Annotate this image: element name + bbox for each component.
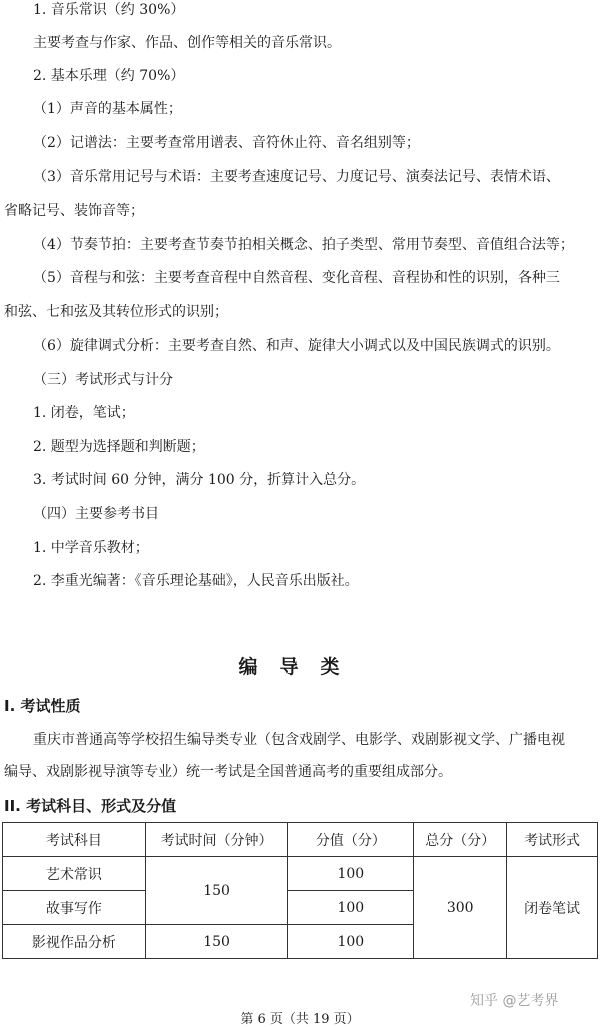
sub-item: （2）记谱法：主要考查常用谱表、音符休止符、音名组别等；: [33, 135, 420, 151]
list-item: 3. 考试时间 60 分钟，满分 100 分，折算计入总分。: [33, 472, 366, 488]
sub-item: （5）音程与和弦：主要考查音程中自然音程、变化音程、音程协和性的识别，各种三: [33, 270, 560, 286]
subsection-heading: （三）考试形式与计分: [33, 372, 173, 388]
section-heading-exam-nature: I. 考试性质: [4, 697, 81, 715]
item-basic-theory: 2. 基本乐理（约 70%）: [33, 68, 185, 84]
sub-item-continued: 和弦、七和弦及其转位形式的识别；: [4, 304, 228, 320]
subject-cell: 艺术常识: [3, 857, 146, 891]
sub-item: （3）音乐常用记号与术语：主要考查速度记号、力度记号、演奏法记号、表情术语、: [33, 169, 560, 185]
header-total: 总分（分）: [414, 823, 507, 857]
paragraph-continued: 编导、戏剧影视导演等专业）统一考试是全国普通高考的重要组成部分。: [4, 764, 452, 780]
header-subject: 考试科目: [3, 823, 146, 857]
sub-item: （6）旋律调式分析：主要考查自然、和声、旋律大小调式以及中国民族调式的识别。: [33, 338, 560, 354]
paragraph: 主要考查与作家、作品、创作等相关的音乐常识。: [33, 35, 341, 51]
sub-item: （4）节奏节拍：主要考查节奏节拍相关概念、拍子类型、常用节奏型、音值组合法等；: [33, 237, 574, 253]
score-cell: 100: [288, 857, 414, 891]
section-title: 编导类: [238, 656, 362, 678]
list-item: 1. 中学音乐教材；: [33, 540, 149, 556]
watermark: 知乎 @艺考界: [470, 993, 559, 1009]
time-cell: 150: [145, 857, 288, 925]
paragraph: 重庆市普通高等学校招生编导类专业（包含戏剧学、电影学、戏剧影视文学、广播电视: [33, 732, 565, 748]
header-score: 分值（分）: [288, 823, 414, 857]
format-cell: 闭卷笔试: [507, 857, 598, 959]
section-heading-exam-subjects: II. 考试科目、形式及分值: [4, 797, 177, 815]
table-header-row: [3, 823, 598, 857]
sub-item: （1）声音的基本属性；: [33, 101, 182, 117]
sub-item-continued: 省略记号、装饰音等；: [4, 203, 144, 219]
total-cell: 300: [414, 857, 507, 959]
score-cell: 100: [288, 925, 414, 959]
list-item: 2. 李重光编著：《音乐理论基础》，人民音乐出版社。: [33, 573, 359, 589]
list-item: 1. 闭卷，笔试；: [33, 405, 135, 421]
exam-table: [2, 822, 598, 959]
list-item: 2. 题型为选择题和判断题；: [33, 439, 205, 455]
item-music-knowledge: 1. 音乐常识（约 30%）: [33, 2, 185, 18]
subject-cell: 影视作品分析: [3, 925, 146, 959]
page-number: 第 6 页（共 19 页）: [240, 1012, 360, 1027]
subject-cell: 故事写作: [3, 891, 146, 925]
time-cell: 150: [145, 925, 288, 959]
header-time: 考试时间（分钟）: [145, 823, 288, 857]
subsection-heading: （四）主要参考书目: [33, 506, 159, 522]
score-cell: 100: [288, 891, 414, 925]
table-row: [3, 857, 598, 891]
header-format: 考试形式: [507, 823, 598, 857]
